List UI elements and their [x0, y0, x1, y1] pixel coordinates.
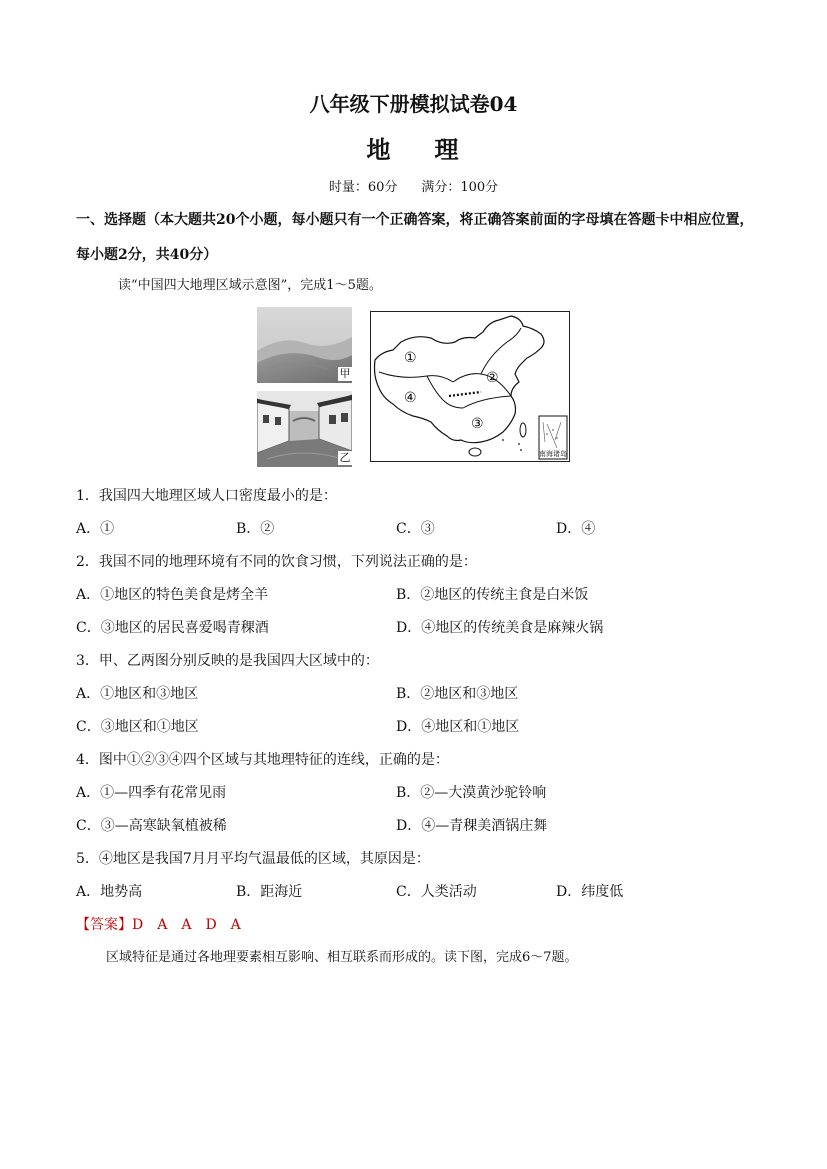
answer-values: D A A D A [132, 917, 241, 933]
option-b: B．② [236, 521, 275, 537]
time-limit: 时量：60分 [328, 180, 398, 195]
option-a: A．地势高 [76, 884, 143, 900]
question-stem: 4．图中①②③④四个区域与其地理特征的连线，正确的是： [76, 752, 449, 768]
option-d: D．纬度低 [556, 884, 624, 900]
option-b: B．距海近 [236, 884, 303, 900]
question-stem: 5．④地区是我国7月月平均气温最低的区域，其原因是： [76, 851, 430, 867]
option-d: D．④地区和①地区 [396, 719, 520, 735]
answer-tag: 【答案】 [76, 917, 132, 933]
option-d: D．④—青稞美酒锅庄舞 [396, 818, 548, 834]
option-c: C．③ [396, 521, 435, 537]
question-stem: 1．我国四大地理区域人口密度最小的是： [76, 488, 337, 504]
photo-label-jia: 甲 [339, 367, 351, 380]
subject-char-2: 理 [434, 135, 461, 164]
option-c: C．③地区的居民喜爱喝青稞酒 [76, 620, 269, 636]
question-stem: 2．我国不同的地理环境有不同的饮食习惯，下列说法正确的是： [76, 554, 477, 570]
option-c: C．③地区和①地区 [76, 719, 199, 735]
intro-text-2: 区域特征是通过各地理要素相互影响、相互联系而形成的。读下图，完成6～7题。 [106, 950, 578, 965]
paper-title: 八年级下册模拟试卷04 [309, 92, 518, 116]
option-c: C．③—高寒缺氧植被稀 [76, 818, 227, 834]
subject-char-1: 地 [366, 135, 393, 164]
option-b: B．②—大漠黄沙驼铃响 [396, 785, 547, 801]
exam-meta [0, 176, 827, 195]
option-b: B．②地区和③地区 [396, 686, 519, 702]
section-heading: 一、选择题（本大题共20个小题，每小题只有一个正确答案，将正确答案前面的字母填在答题卡中相应位置，每小题2分，共40分） [76, 212, 754, 263]
option-a: A．①—四季有花常见雨 [76, 785, 227, 801]
subject-title [0, 130, 827, 165]
map-region-1: ① [404, 350, 417, 366]
map-region-2: ② [486, 370, 499, 386]
option-a: A．①地区和③地区 [76, 686, 199, 702]
map-inset-label: 南海诸岛 [539, 450, 567, 458]
option-b: B．②地区的传统主食是白米饭 [396, 587, 589, 603]
option-a: A．①地区的特色美食是烤全羊 [76, 587, 269, 603]
option-a: A．① [76, 521, 115, 537]
map-region-4: ④ [404, 390, 417, 406]
map-region-3: ③ [471, 416, 484, 432]
option-d: D．④地区的传统美食是麻辣火锅 [396, 620, 604, 636]
answer-line [76, 914, 241, 934]
option-c: C．人类活动 [396, 884, 477, 900]
intro-text-1: 读“中国四大地理区域示意图”，完成1～5题。 [118, 278, 382, 293]
option-d: D．④ [556, 521, 596, 537]
question-stem: 3．甲、乙两图分别反映的是我国四大区域中的： [76, 653, 379, 669]
full-score: 满分：100分 [421, 180, 499, 195]
china-regions-map [370, 311, 570, 462]
photo-label-yi: 乙 [339, 451, 351, 464]
